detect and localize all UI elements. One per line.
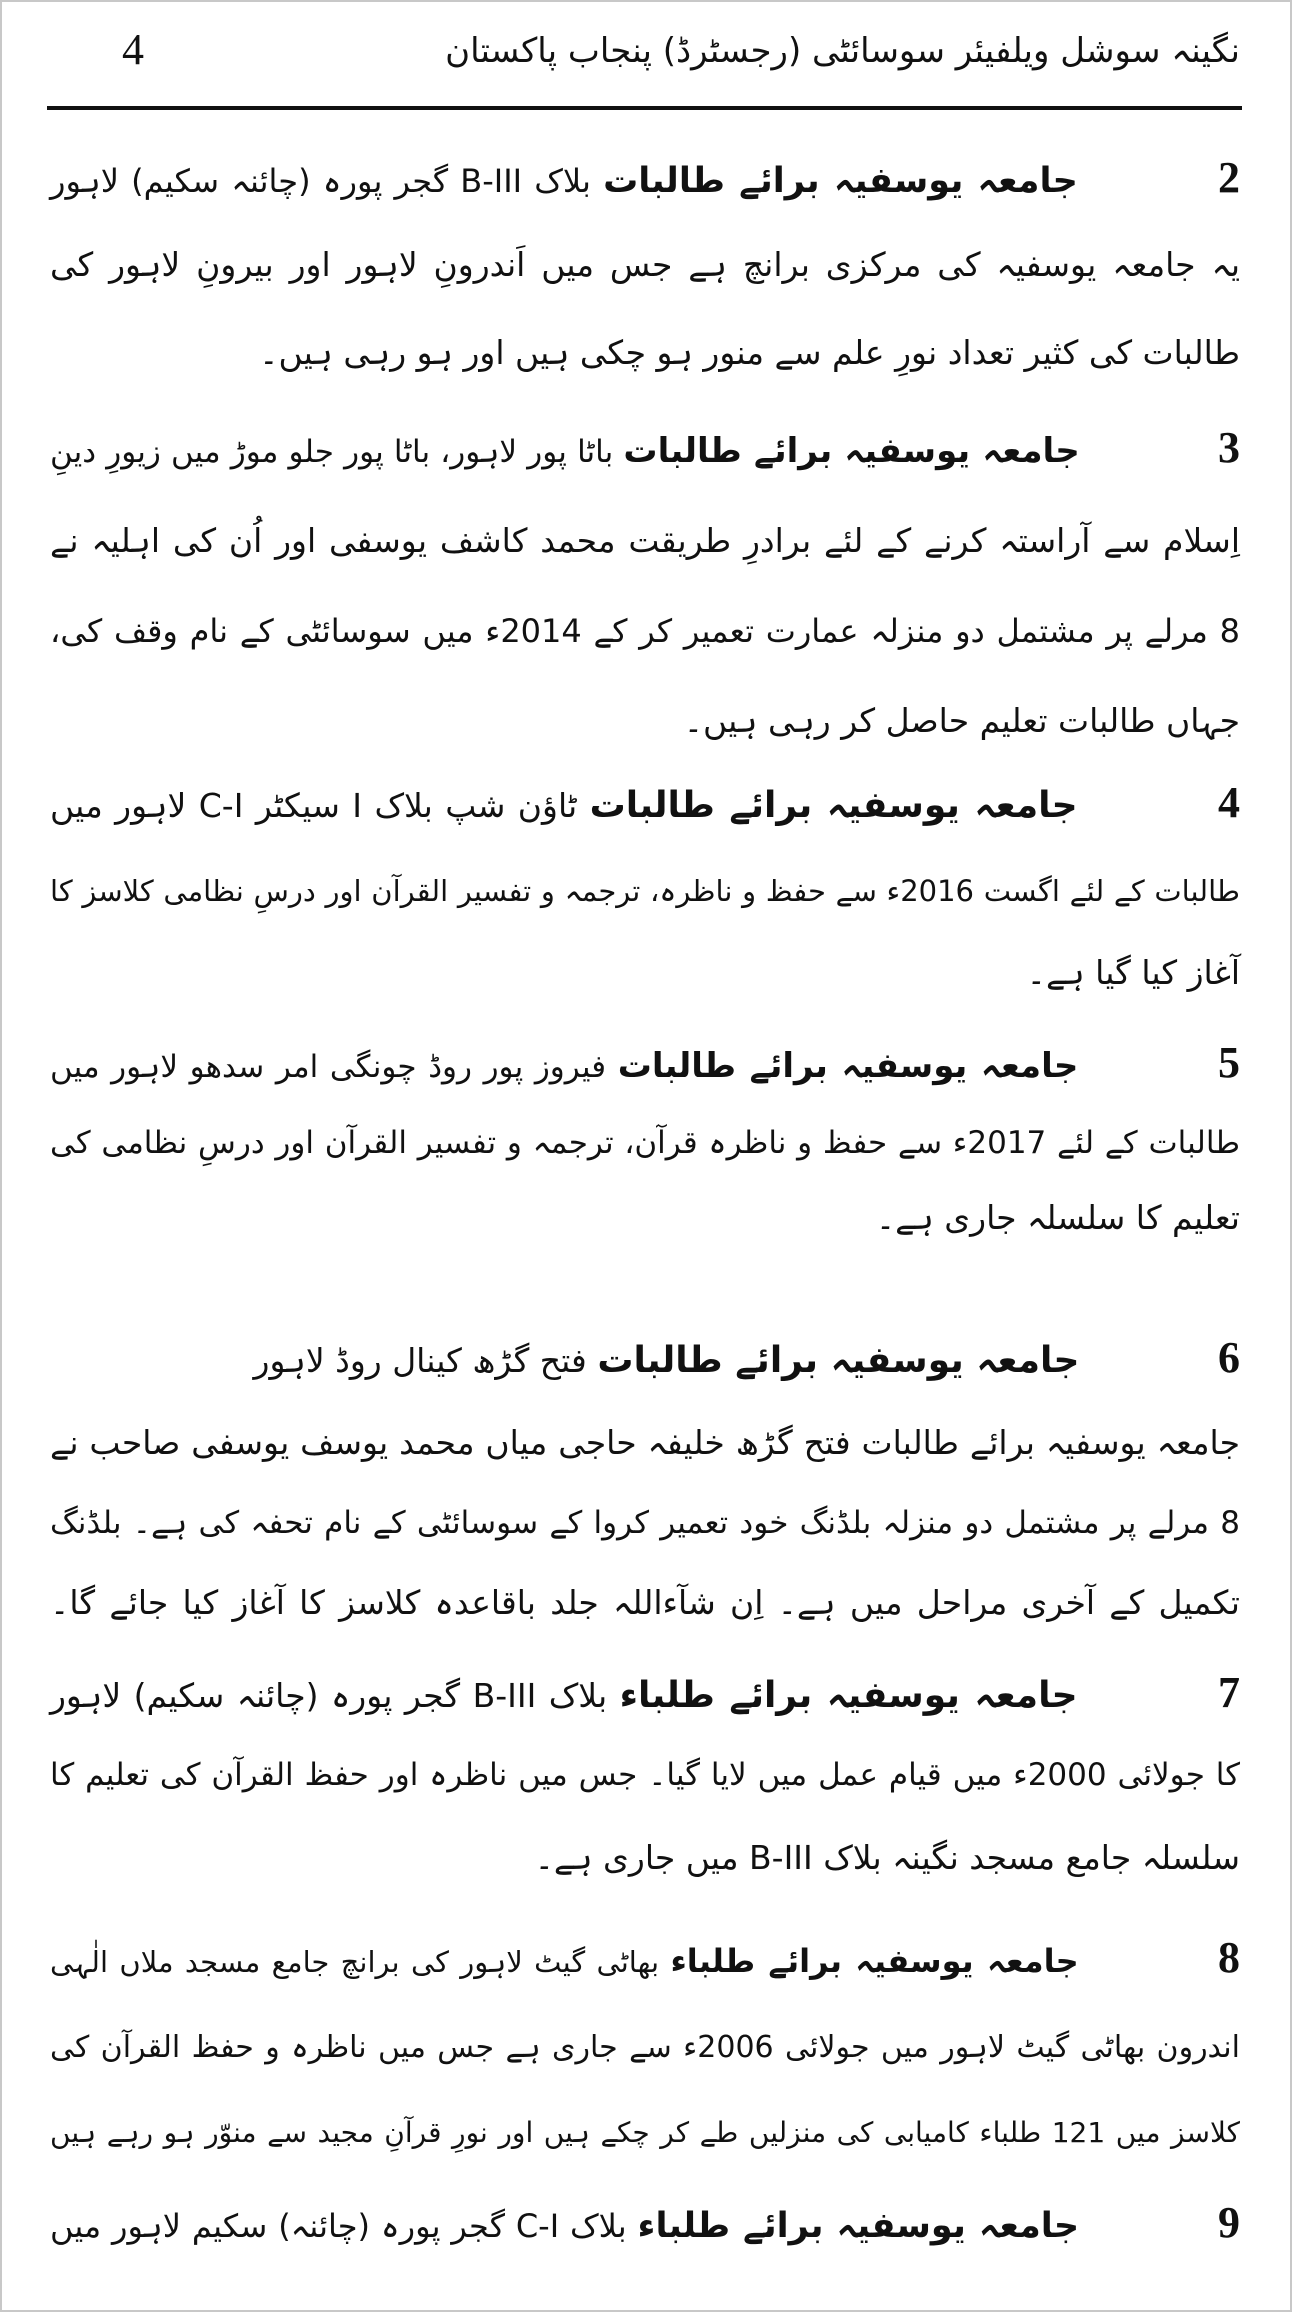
section-title: جامعہ یوسفیہ برائے طالبات: [603, 161, 1078, 201]
paragraph-line: اندرون بھاٹی گیٹ لاہور میں جولائی 2006ء سے جاری ہے جس میں ناظرہ و حفظ القرآن کی: [50, 2030, 1240, 2065]
section-heading: [50, 1032, 1240, 1094]
section-number: 5: [1218, 1038, 1241, 1087]
paragraph-line: اِسلام سے آراستہ کرنے کے لئے برادرِ طریقت محمد کاشف یوسفی اور اُن کی اہلیہ نے: [50, 521, 1240, 560]
section-location: باٹا پور لاہور، باٹا پور جلو موڑ میں زیورِ دینِ: [50, 434, 614, 470]
paragraph-line: کا جولائی 2000ء میں قیام عمل میں لایا گیا۔ جس میں ناظرہ اور حفظ القرآن کی تعلیم کا: [50, 1757, 1240, 1793]
header-title: نگینہ سوشل ویلفیئر سوسائٹی (رجسٹرڈ) پنجاب پاکستان: [445, 31, 1240, 71]
paragraph-line: کلاسز میں 121 طلباء کامیابی کی منزلیں طے کر چکے ہیں اور نورِ قرآنِ مجید سے منوّر ہو رہے ہیں: [50, 2116, 1241, 2149]
paragraph-line: یہ جامعہ یوسفیہ کی مرکزی برانچ ہے جس میں اَندرونِ لاہور اور بیرونِ لاہور کی: [50, 245, 1240, 284]
page-number: 4: [122, 25, 144, 74]
section-location: فتح گڑھ کینال روڈ لاہور: [253, 1341, 587, 1380]
section-title: جامعہ یوسفیہ برائے طالبات: [597, 1340, 1080, 1381]
section-heading: [50, 2192, 1240, 2254]
section-title: جامعہ یوسفیہ برائے طلباء: [637, 2206, 1080, 2246]
section-number: 9: [1218, 2198, 1241, 2247]
paragraph-line: آغاز کیا گیا ہے۔: [1026, 953, 1240, 992]
section-heading: [50, 1662, 1240, 1724]
section-title: جامعہ یوسفیہ برائے طلباء: [670, 1942, 1079, 1980]
section-heading: [50, 1327, 1240, 1389]
header-divider: [47, 106, 1242, 110]
section-heading: [50, 1927, 1240, 1989]
section-title: جامعہ یوسفیہ برائے طالبات: [623, 431, 1080, 471]
section-heading: [50, 147, 1240, 209]
paragraph-line: طالبات کی کثیر تعداد نورِ علم سے منور ہو چکی ہیں اور ہو رہی ہیں۔: [259, 333, 1240, 372]
section-location: بلاک B-III گجر پورہ (چائنہ سکیم) لاہور: [50, 162, 591, 200]
paragraph-line: 8 مرلے پر مشتمل دو منزلہ عمارت تعمیر کر کے 2014ء میں سوسائٹی کے نام وقف کی،: [50, 612, 1240, 650]
section-title: جامعہ یوسفیہ برائے طالبات: [617, 1046, 1079, 1086]
paragraph-line: طالبات کے لئے 2017ء سے حفظ و ناظرہ قرآن، ترجمہ و تفسیر القرآن اور درسِ نظامی کی: [50, 1125, 1240, 1161]
section-number: 7: [1218, 1668, 1240, 1717]
section-location: بھاٹی گیٹ لاہور کی برانچ جامع مسجد ملاں الٰہی: [50, 1945, 660, 1979]
paragraph-line: طالبات کے لئے اگست 2016ء سے حفظ و ناظرہ، ترجمہ و تفسیر القرآن اور درسِ نظامی کلاسز کا: [50, 874, 1240, 908]
section-location: ٹاؤن شپ بلاک I سیکٹر C-I لاہور میں: [50, 786, 578, 825]
section-number: 8: [1218, 1933, 1241, 1982]
section-number: 2: [1218, 153, 1241, 202]
paragraph-line: جامعہ یوسفیہ برائے طالبات فتح گڑھ خلیفہ حاجی میاں محمد یوسف یوسفی صاحب نے: [50, 1423, 1240, 1462]
section-heading: [50, 772, 1240, 834]
paragraph-line: جہاں طالبات تعلیم حاصل کر رہی ہیں۔: [683, 701, 1240, 740]
paragraph-line: 8 مرلے پر مشتمل دو منزلہ بلڈنگ خود تعمیر کروا کے سوسائٹی کے نام تحفہ کی ہے۔ بلڈنگ: [50, 1505, 1240, 1541]
section-number: 6: [1218, 1333, 1240, 1382]
paragraph-line: سلسلہ جامع مسجد نگینہ بلاک B-III میں جاری ہے۔: [534, 1838, 1240, 1877]
paragraph-line: تعلیم کا سلسلہ جاری ہے۔: [875, 1198, 1240, 1237]
section-title: جامعہ یوسفیہ برائے طلباء: [619, 1675, 1078, 1716]
paragraph-line: تکمیل کے آخری مراحل میں ہے۔ اِن شآءاللہ جلد باقاعدہ کلاسز کا آغاز کیا جائے گا۔: [50, 1583, 1240, 1622]
section-location: بلاک C-I گجر پورہ (چائنہ) سکیم لاہور میں: [50, 2207, 627, 2245]
section-title: جامعہ یوسفیہ برائے طالبات: [589, 785, 1078, 826]
section-location: بلاک B-III گجر پورہ (چائنہ سکیم) لاہور: [50, 1676, 608, 1715]
section-number: 3: [1217, 423, 1240, 472]
section-location: فیروز پور روڈ چونگی امر سدھو لاہور میں: [50, 1049, 607, 1085]
section-number: 4: [1218, 778, 1241, 827]
section-heading: [50, 417, 1240, 479]
